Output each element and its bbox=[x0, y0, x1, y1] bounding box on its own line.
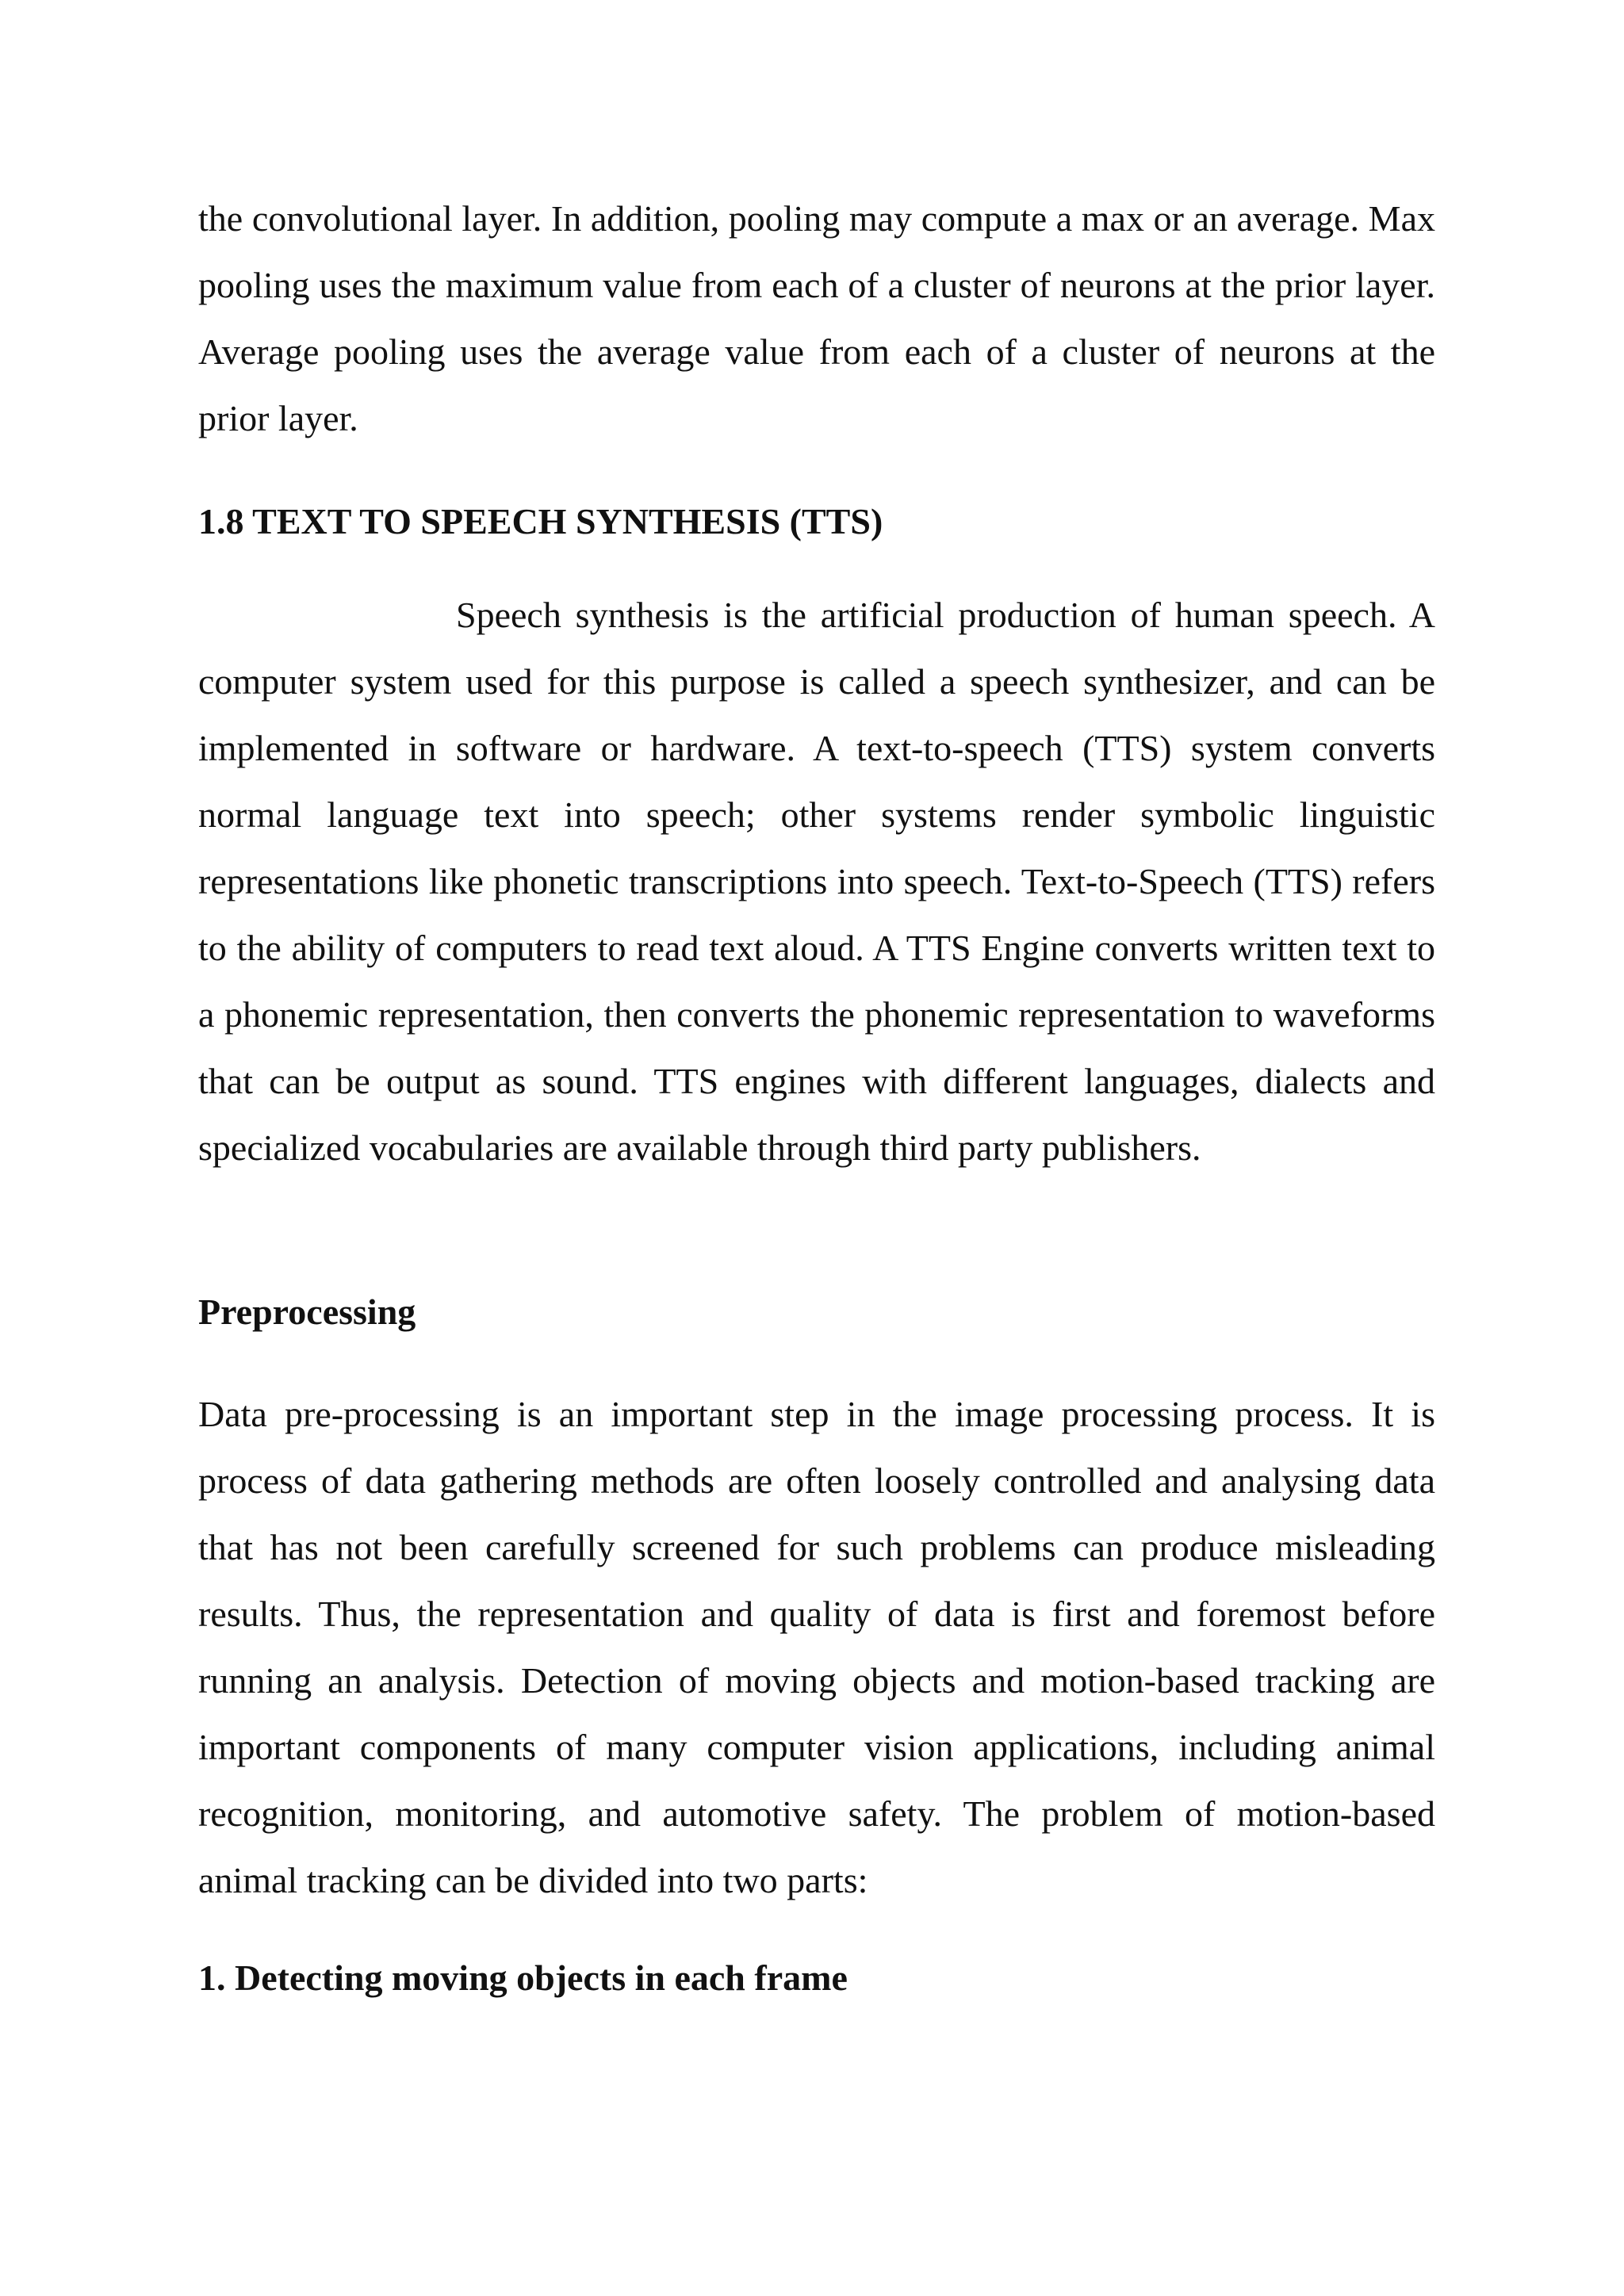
subheading-preprocessing: Preprocessing bbox=[198, 1292, 416, 1332]
paragraph-speech-synthesis: Speech synthesis is the artificial production of human speech. A computer system used for this purpose is called a speech synthesizer, and can be implemented in software or hardware. A text-to-speech (TTS) system converts normal language text into speech; other systems render symbolic linguistic representations like phonetic transcriptions into speech. Text-to-Speech (TTS) refers to the ability of computers to read text aloud. A TTS Engine converts written text to a phonemic representation, then converts the phonemic representation to waveforms that can be output as sound. TTS engines with different languages, dialects and specialized vocabularies are available through third party publishers. bbox=[198, 595, 1435, 1168]
section-heading-tts: 1.8 TEXT TO SPEECH SYNTHESIS (TTS) bbox=[198, 501, 883, 541]
subheading-detecting-moving-objects: 1. Detecting moving objects in each frame bbox=[198, 1957, 848, 1998]
paragraph-pooling: the convolutional layer. In addition, pooling may compute a max or an average. Max pooling uses the maximum value from each of a cluster of neurons at the prior layer. Average pooling uses the average value from each of a cluster of neurons at the prior layer. bbox=[198, 198, 1435, 438]
paragraph-preprocessing: Data pre-processing is an important step in the image processing process. It is process of data gathering methods are often loosely controlled and analysing data that has not been carefully screened for such problems can produce misleading results. Thus, the representation and quality of data is first and foremost before running an analysis. Detection of moving objects and motion-based tracking are important components of many computer vision applications, including animal recognition, monitoring, and automotive safety. The problem of motion-based animal tracking can be divided into two parts: bbox=[198, 1394, 1435, 1900]
